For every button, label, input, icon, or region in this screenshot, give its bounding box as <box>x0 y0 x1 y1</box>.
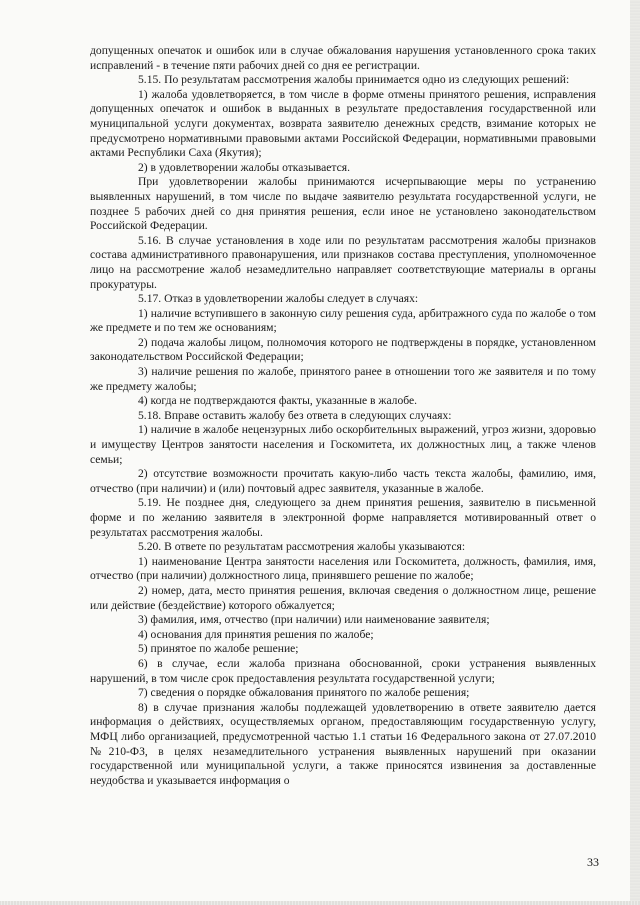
page-number: 33 <box>587 855 599 869</box>
paragraph: 1) жалоба удовлетворяется, в том числе в форме отмены принятого решения, исправления допущенных опечаток и ошибок в выданных в результате предоставления государственной или муниципальной услуги документах, возврата заявителю денежных средств, взимание которых не предусмотрено нормативными правовыми актами Российской Федерации, нормативными правовыми актами Республики Саха (Якутия); <box>90 87 596 160</box>
paragraph: 7) сведения о порядке обжалования принятого по жалобе решения; <box>138 686 470 700</box>
paragraph: При удовлетворении жалобы принимаются исчерпывающие меры по устранению выявленных нарушений, в том числе по выдаче заявителю результата государственной услуги, не позднее 5 рабочих дней со дня принятия решения, если иное не установлено законодательством Российской Федерации. <box>90 175 596 233</box>
paragraph: 5) принятое по жалобе решение; <box>138 642 299 656</box>
paragraph: 6) в случае, если жалоба признана обоснованной, сроки устранения выявленных нарушений, в том числе срок предоставления результата государственной услуги; <box>90 656 596 685</box>
paragraph: 5.20. В ответе по результатам рассмотрения жалобы указываются: <box>138 540 466 554</box>
paragraph: 3) фамилия, имя, отчество (при наличии) или наименование заявителя; <box>138 613 490 627</box>
paragraph: 5.17. Отказ в удовлетворении жалобы следует в случаях: <box>138 292 419 306</box>
document-body <box>90 44 596 788</box>
paragraph: 1) наличие вступившего в законную силу решения суда, арбитражного суда по жалобе о том же предмете и по тем же основаниям; <box>90 306 596 335</box>
paragraph: 5.19. Не позднее дня, следующего за днем принятия решения, заявителю в письменной форме и по желанию заявителя в электронной форме направляется мотивированный ответ о результатах рассмотрения жалобы. <box>90 496 596 539</box>
paragraph: 5.16. В случае установления в ходе или по результатам рассмотрения жалобы признаков состава административного правонарушения, или признаков состава преступления, уполномоченное лицо на рассмотрение жалоб незамедлительно направляет соответствующие материалы в органы прокуратуры. <box>90 233 596 291</box>
paragraph: 1) наличие в жалобе нецензурных либо оскорбительных выражений, угроз жизни, здоровью и имуществу Центров занятости населения и Госкомитета, их должностных лиц, а также членов семьи; <box>90 423 596 466</box>
paragraph: 4) когда не подтверждаются факты, указанные в жалобе. <box>138 394 418 408</box>
paragraph: 4) основания для принятия решения по жалобе; <box>138 627 374 641</box>
paragraph: 2) подача жалобы лицом, полномочия которого не подтверждены в порядке, установленном законодательством Российской Федерации; <box>90 335 596 364</box>
paragraph: 5.18. Вправе оставить жалобу без ответа в следующих случаях: <box>138 408 452 422</box>
paragraph: 2) отсутствие возможности прочитать какую-либо часть текста жалобы, фамилию, имя, отчество (при наличии) и (или) почтовый адрес заявителя, указанные в жалобе. <box>90 467 596 495</box>
scan-right-edge <box>630 0 640 905</box>
paragraph: 1) наименование Центра занятости населения или Госкомитета, должность, фамилия, имя, отчество (при наличии) должностного лица, принявшего решение по жалобе; <box>90 554 596 583</box>
paragraph: 5.15. По результатам рассмотрения жалобы принимается одно из следующих решений: <box>138 73 570 87</box>
paragraph: допущенных опечаток и ошибок или в случае обжалования нарушения установленного срока таких исправлений - в течение пяти рабочих дней со дня ее регистрации. <box>90 44 596 72</box>
scan-bottom-edge <box>0 901 640 905</box>
paragraph: 8) в случае признания жалобы подлежащей удовлетворению в ответе заявителю дается информация о действиях, осуществляемых органом, предоставляющим государственную услугу, МФЦ либо организацией, предусмотренной частью 1.1 статьи 16 Федерального закона от 27.07.2010 №210-ФЗ, в целях незамедлительного устранения выявленных нарушений при оказании государственной или муниципальной услуги, а также приносятся извинения за доставленные неудобства и указывается информация о <box>90 700 596 787</box>
paragraph: 3) наличие решения по жалобе, принятого ранее в отношении того же заявителя и по тому же предмету жалобы; <box>90 365 596 393</box>
paragraph: 2) в удовлетворении жалобы отказывается. <box>138 160 350 174</box>
paragraph: 2) номер, дата, место принятия решения, включая сведения о должностном лице, решение или действие (бездействие) которого обжалуется; <box>90 583 596 612</box>
